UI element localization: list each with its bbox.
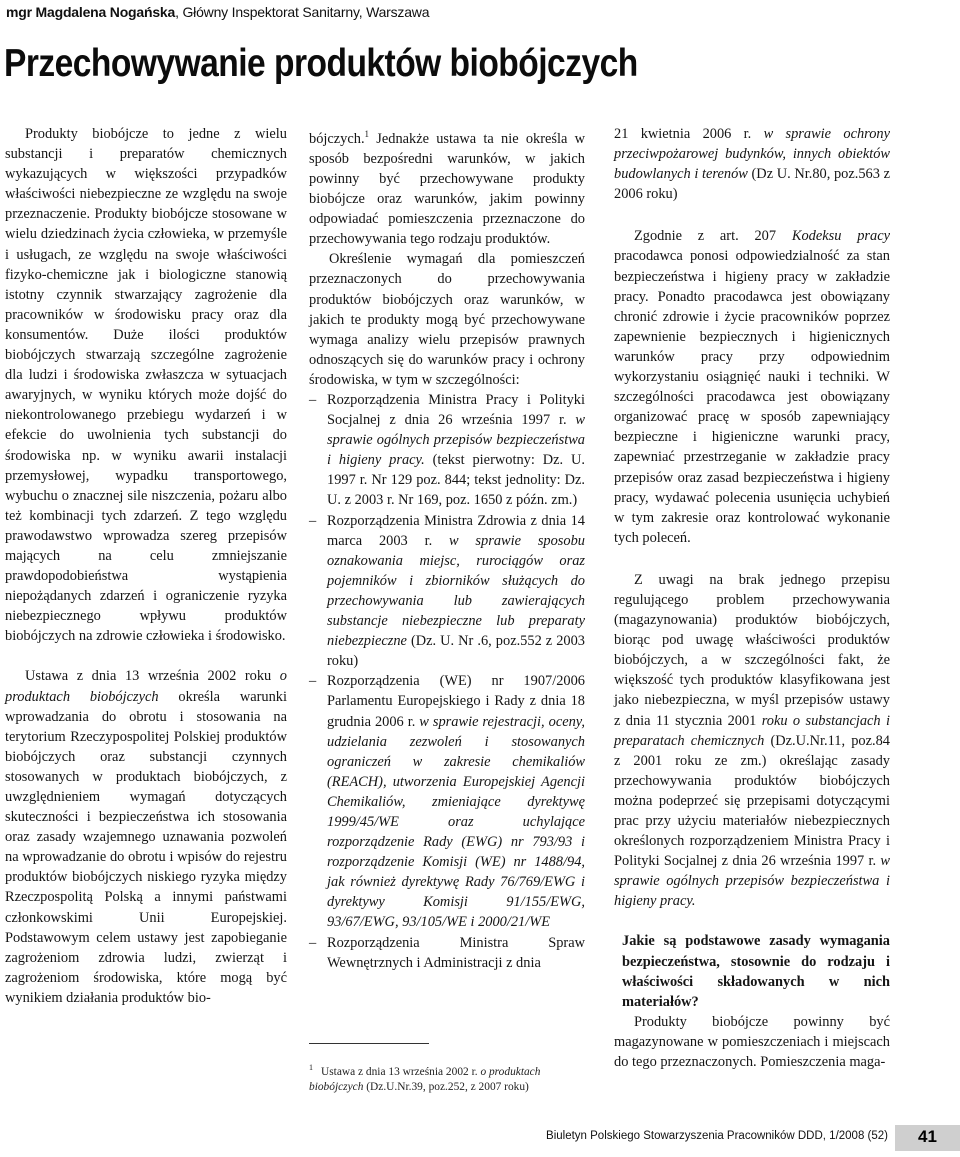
- list-item: – Rozporządzenia Ministra Pracy i Polityki Socjalnej z dnia 26 września 1997 r. w sprawie ogólnych przepisów bezpieczeństwa i higieny pracy. (tekst pierwotny: Dz. U. 1997 r. Nr 129 poz. 844; tekst jednolity: Dz. U. z 2003 r. Nr 169, poz. 1650 z późn. zm.): [309, 390, 585, 511]
- page-number: 41: [918, 1127, 937, 1146]
- text-column-3: [614, 124, 890, 1072]
- paragraph: bójczych.$^1$ Jednakże ustawa ta nie określa w sposób bezpośredni warunków, w jakich powinny być przechowywane produkty biobójcze oraz warunków, jakim powinny odpowiadać pomieszczenia przeznaczone do przechowywania tego rodzaju produktów.: [309, 129, 585, 248]
- section-heading: Jakie są podstawowe zasady wymagania bezpieczeństwa, stosownie do rodzaju i właściwości składowanych w nich materiałów?: [622, 933, 890, 1010]
- paragraph: Ustawa z dnia 13 września 2002 roku o produktach biobójczych określa warunki wprowadzania do obrotu i stosowania na terytorium Rzeczypospolitej Polskiej produktów biobójczych oraz substancji czynnych stosowanych w produktach biobójczych, z uwzględnieniem wymagań dotyczących skuteczności i bezpieczeństwa ich stosowania oraz zasady wzajemnego uznawania pozwoleń na wprowadzanie do obrotu i wpisów do rejestru produktów biobójczych niskiego ryzyka między Rzeczpospolitą Polską a innymi państwami członkowskimi Unii Europejskiej. Podstawowym celem ustawy jest zapobieganie zagrożeniom zdrowia ludzi, zwierząt i zagrożeniom środowiska, które mogą być wynikiem działania produktów bio-: [5, 668, 287, 1006]
- list-item: – Rozporządzenia (WE) nr 1907/2006 Parlamentu Europejskiego i Rady z dnia 18 grudnia 2006 r. w sprawie rejestracji, oceny, udzielania zezwoleń i stosowanych ograniczeń w zakresie chemikaliów (REACH), utworzenia Europejskiej Agencji Chemikaliów, zmieniające dyrektywę 1999/45/WE oraz uchylające rozporządzenie Rady (EWG) nr 793/93 i rozporządzenie Komisji (WE) nr 1488/94, jak również dyrektywę Rady 76/769/EWG i dyrektywy Komisji 91/155/EWG, 93/67/EWG, 93/105/WE i 2000/21/WE: [309, 671, 585, 932]
- text-column-2: [309, 124, 585, 973]
- text-column-1: [5, 124, 287, 1008]
- paragraph: Z uwagi na brak jednego przepisu regulującego problem przechowywania (magazynowania) produktów biobójczych, biorąc pod uwagę właściwości produktów biobójczych, a w szczególności fakt, że większość tych produktów klasyfikowana jest jako niebezpieczna, w myśl przepisów ustawy z dnia 11 stycznia 2001 roku o substancjach i preparatach chemicznych (Dz.U.Nr.11, poz.84 z 2001 roku ze zm.) określając zasady przechowywania produktów biobójczych można podeprzeć się przepisami dotyczącymi prac przy użyciu materiałów niebezpiecznych określonych rozporządzeniem Ministra Pracy i Polityki Socjalnej z dnia 26 września 1997 r. w sprawie ogólnych przepisów bezpieczeństwa i higieny pracy.: [614, 571, 890, 910]
- paragraph: Produkty biobójcze powinny być magazynowane w pomieszczeniach i miejscach do tego przeznaczonych. Pomieszczenia maga-: [614, 1013, 890, 1071]
- paragraph: Zgodnie z art. 207 Kodeksu pracy pracodawca ponosi odpowiedzialność za stan bezpieczeństwa i higieny pracy w zakładzie pracy. Ponadto pracodawca jest obowiązany chronić zdrowie i życie pracowników poprzez zapewnienie bezpiecznych i higienicznych warunków pracy przy odpowiednim wykorzystaniu osiągnięć nauki i techniki. W szczególności pracodawca jest obowiązany organizować pracę w sposób zapewniający bezpieczne i higieniczne warunki pracy, zapewniać przestrzeganie w zakładzie pracy przepisów oraz zasad bezpieczeństwa i higieny pracy, wydawać polecenia usunięcia uchybień w tym zakresie oraz kontrolować wykonanie tych poleceń.: [614, 228, 890, 546]
- author-name: mgr Magdalena Nogańska: [6, 4, 176, 20]
- regulation-list: [309, 390, 585, 973]
- footnote-divider: [309, 1043, 429, 1044]
- page-number-box: [895, 1125, 960, 1151]
- author-line: [6, 4, 429, 20]
- footnote-ref: 1: [364, 129, 370, 139]
- list-item: – Rozporządzenia Ministra Spraw Wewnętrznych i Administracji z dnia: [309, 933, 585, 973]
- author-affiliation: , Główny Inspektorat Sanitarny, Warszawa: [175, 4, 430, 20]
- footnote-number: 1: [309, 1063, 313, 1072]
- list-item: – Rozporządzenia Ministra Zdrowia z dnia 14 marca 2003 r. w sprawie sposobu oznakowania miejsc, rurociągów oraz pojemników i zbiorników służących do przechowywania lub zawierających substancje niebezpieczne lub preparaty niebezpieczne (Dz. U. Nr .6, poz.552 z 2003 roku): [309, 511, 585, 672]
- footnote: $^1$ Ustawa z dnia 13 września 2002 r. o produktach biobójczych (Dz.U.Nr.39, poz.252, z 2007 roku): [309, 1063, 541, 1093]
- paragraph: Określenie wymagań dla pomieszczeń przeznaczonych do przechowywania produktów biobójczych oraz warunków, w jakich te produkty mogą być przechowywane wymaga analizy wielu przepisów prawnych odnoszących się do warunków pracy i ochrony środowiska, w tym w szczególności:: [309, 251, 585, 388]
- paragraph: 21 kwietnia 2006 r. w sprawie ochrony przeciwpożarowej budynków, innych obiektów budowlanych i terenów (Dz U. Nr.80, poz.563 z 2006 roku): [614, 126, 890, 203]
- journal-footer: Biuletyn Polskiego Stowarzyszenia Pracowników DDD, 1/2008 (52): [546, 1130, 888, 1142]
- article-title: Przechowywanie produktów biobójczych: [4, 42, 638, 85]
- paragraph: Produkty biobójcze to jedne z wielu substancji i preparatów chemicznych wykazujących w większości przypadków właściwości niebezpieczne ze względu na swoje przeznaczenie. Produkty biobójcze stosowane w wielu dziedzinach życia człowieka, w przemyśle i usługach, ze względu na swoje właściwości fizyko-chemiczne jak i biologiczne stanowią istotny czynnik stwarzający zagrożenie dla pracowników w środowisku pracy oraz dla konsumentów. Duże ilości produktów biobójczych stwarzają szczególne zagrożenie dla ludzi i środowiska zwłaszcza w sytuacjach awaryjnych, w wyniku których może dojść do niekontrolowanego przebiegu wydarzeń i w efekcie do uwolnienia tych substancji do środowiska np. w wyniku awarii instalacji przemysłowej, wypadku transportowego, wybuchu o znacznej sile niszczenia, pożaru albo też kombinacji tych zdarzeń. Z tego względu prawodawstwo wprowadza szereg przepisów mających na celu zmniejszanie prawdopodobieństwa wystąpienia niepożądanych zdarzeń i ograniczenie ryzyka niebezpiecznego wpływu produktów biobójczych na zdrowie człowieka i środowisko.: [5, 126, 287, 645]
